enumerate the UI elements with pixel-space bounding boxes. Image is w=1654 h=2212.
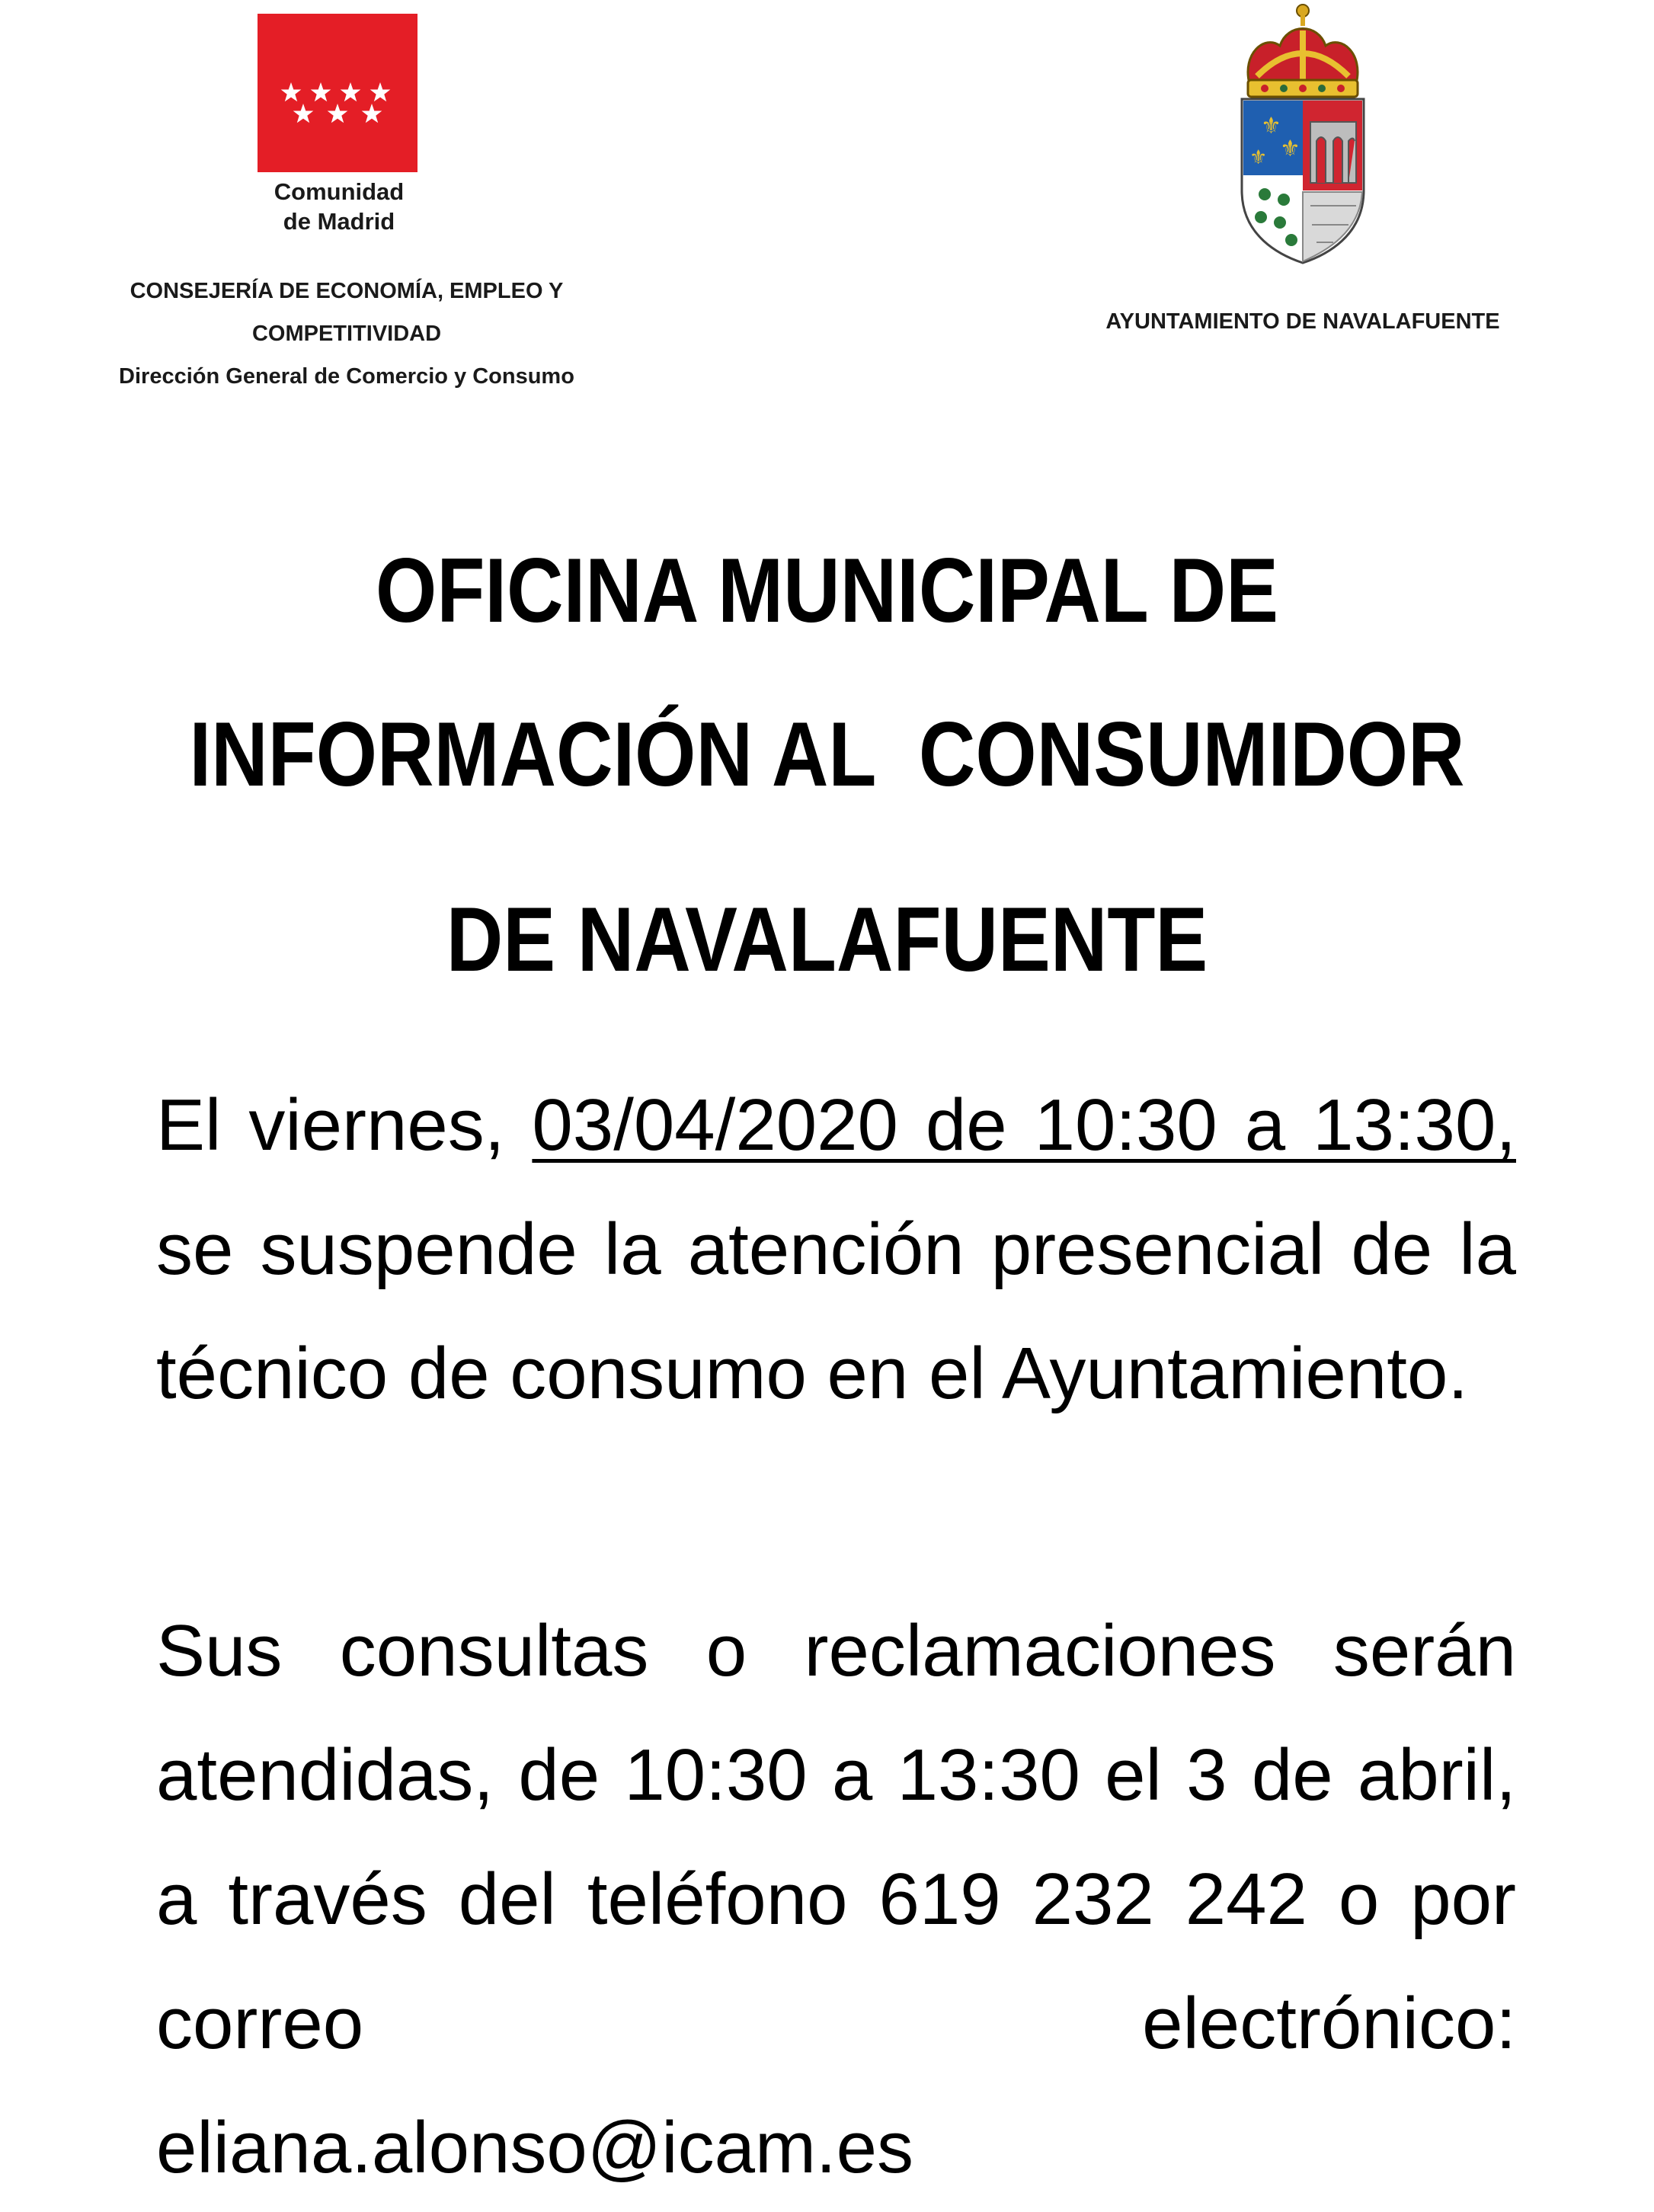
consejeria-line1: CONSEJERÍA DE ECONOMÍA, EMPLEO Y [130,279,564,303]
consejeria-line2: COMPETITIVIDAD [251,322,442,346]
title-line2: INFORMACIÓN AL CONSUMIDOR [189,703,1465,805]
notice-suspension: se suspende la atención presencial de la técnico de consumo en el Ayuntamiento. [156,1208,1516,1414]
notice-date-time: 03/04/2020 de 10:30 a 13:30, [532,1084,1516,1166]
notice-intro: El viernes, [156,1084,533,1166]
ayuntamiento-name: AYUNTAMIENTO DE NAVALAFUENTE [1105,309,1500,334]
navalafuente-coat-of-arms-icon [1227,0,1379,267]
notice-paragraph-2: Sus consultas o reclamaciones serán atendidas, de 10:30 a 13:30 el 3 de abril, a través del teléfono 619 232 242 o por correo electrónico: eliana.alonso@icam.es [156,1610,1516,2188]
title-line1: OFICINA MUNICIPAL DE [376,539,1278,642]
svg-text:⚜: ⚜ [1280,136,1300,162]
svg-text:⚜: ⚜ [1249,146,1268,169]
notice-paragraph-1 [156,1063,1516,1436]
org-name-line2: de Madrid [283,208,395,235]
comunidad-de-madrid-name [229,177,449,236]
comunidad-de-madrid-logo [258,14,417,172]
stars-icon [258,14,417,172]
title-line3: DE NAVALAFUENTE [446,888,1208,991]
direccion-general: Dirección General de Comercio y Consumo [119,364,574,389]
consejeria-block [30,270,663,398]
org-name-line1: Comunidad [274,178,405,205]
svg-text:⚜: ⚜ [1261,113,1281,139]
